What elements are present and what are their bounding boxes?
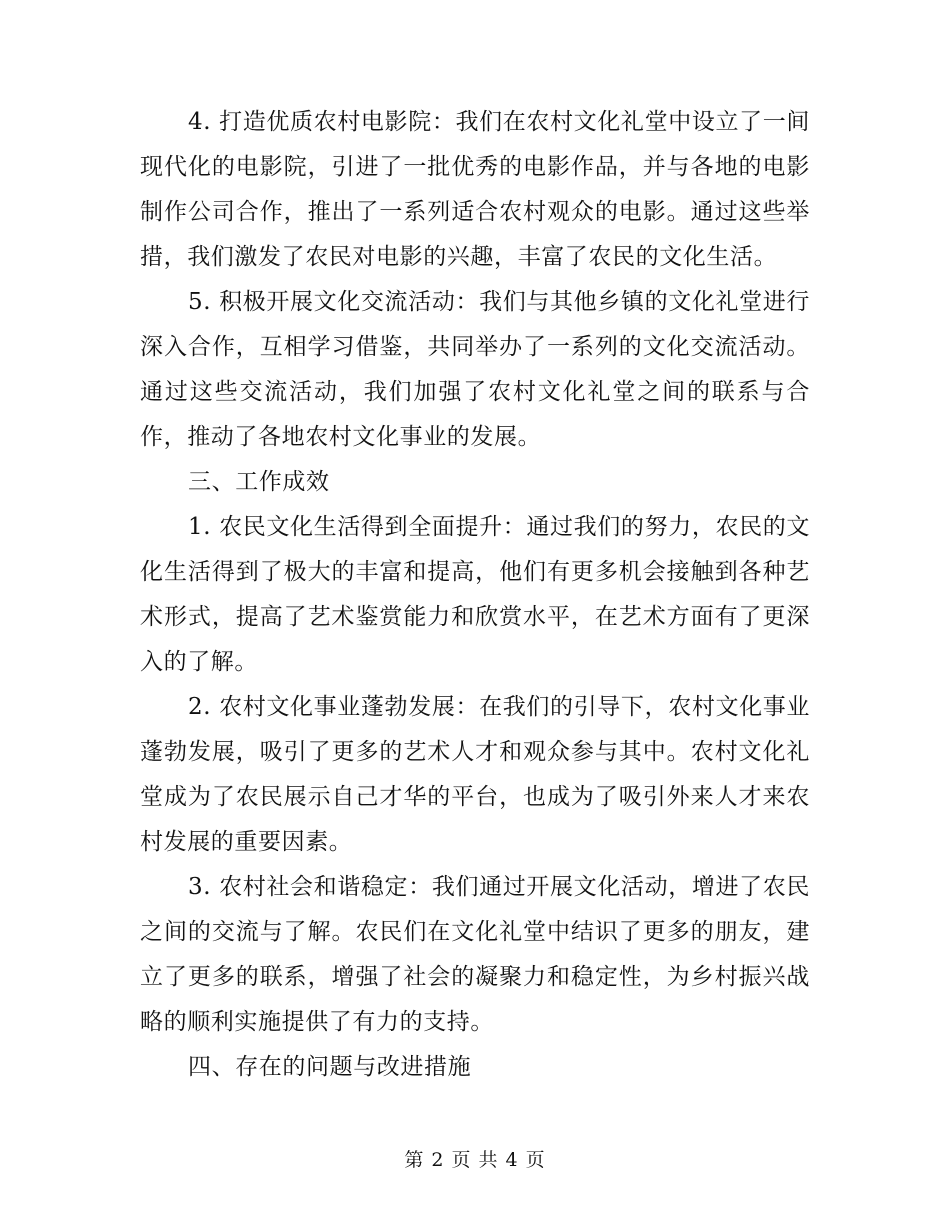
paragraph-cinema: 4. 打造优质农村电影院：我们在农村文化礼堂中设立了一间现代化的电影院，引进了一批优秀的电影作品，并与各地的电影制作公司合作，推出了一系列适合农村观众的电影。通过这些举措，我们激发了农民对电影的兴趣，丰富了农民的文化生活。 bbox=[140, 109, 810, 270]
page-number-footer: 第 2 页 共 4 页 bbox=[404, 1149, 546, 1171]
paragraph-cultural-life: 1. 农民文化生活得到全面提升：通过我们的努力，农民的文化生活得到了极大的丰富和提高，他们有更多机会接触到各种艺术形式，提高了艺术鉴赏能力和欣赏水平，在艺术方面有了更深入的了解。 bbox=[140, 514, 810, 675]
section-heading-problems: 四、存在的问题与改进措施 bbox=[188, 1054, 472, 1080]
paragraph-cultural-exchange: 5. 积极开展文化交流活动：我们与其他乡镇的文化礼堂进行深入合作，互相学习借鉴，共同举办了一系列的文化交流活动。通过这些交流活动，我们加强了农村文化礼堂之间的联系与合作，推动了各地农村文化事业的发展。 bbox=[140, 289, 810, 450]
document-body bbox=[140, 100, 810, 1090]
paragraph-social-harmony: 3. 农村社会和谐稳定：我们通过开展文化活动，增进了农民之间的交流与了解。农民们在文化礼堂中结识了更多的朋友，建立了更多的联系，增强了社会的凝聚力和稳定性，为乡村振兴战略的顺利实施提供了有力的支持。 bbox=[140, 874, 810, 1035]
section-heading-results: 三、工作成效 bbox=[188, 469, 330, 495]
paragraph-cultural-development: 2. 农村文化事业蓬勃发展：在我们的引导下，农村文化事业蓬勃发展，吸引了更多的艺术人才和观众参与其中。农村文化礼堂成为了农民展示自己才华的平台，也成为了吸引外来人才来农村发展的重要因素。 bbox=[140, 694, 810, 855]
